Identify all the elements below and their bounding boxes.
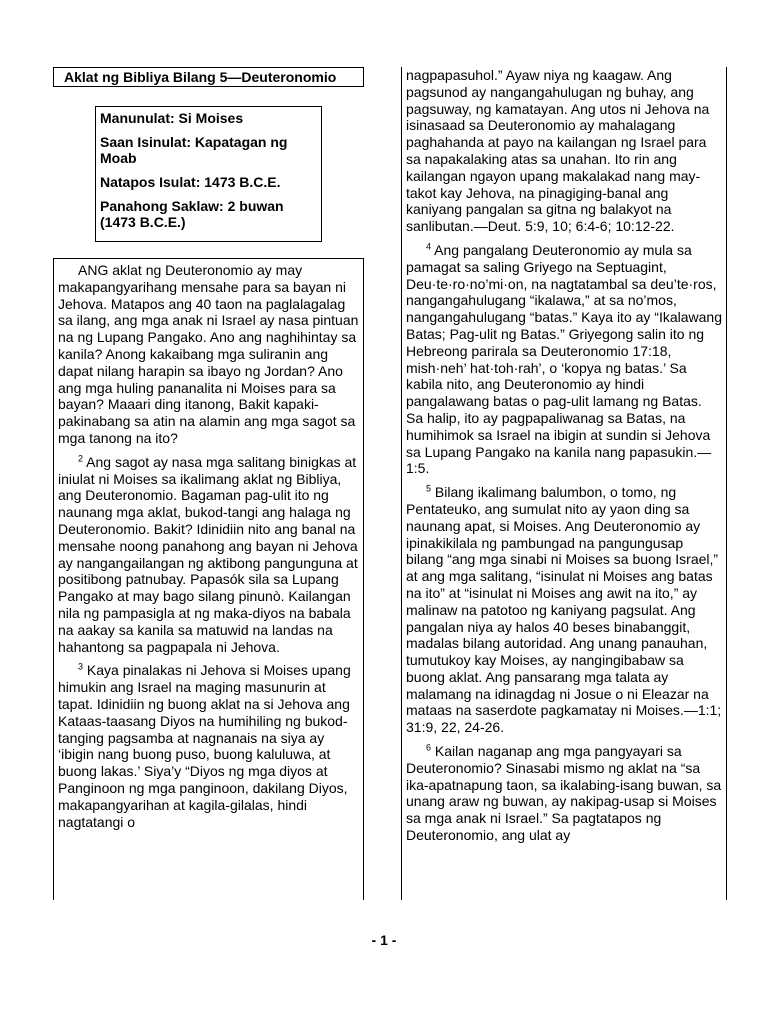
info-writer: Manunulat: Si Moises: [100, 110, 244, 126]
paragraph-3-continued: [406, 67, 722, 235]
right-column: [401, 67, 727, 900]
info-period: Panahong Saklaw: 2 buwan (1473 B.C.E.): [100, 198, 284, 230]
paragraph-number: 2: [78, 453, 84, 464]
paragraph-text: Bilang ikalimang balumbon, o tomo, ng Pentateuko, ang sumulat nito ay yaon ding sa naunang apat, si Moises. Ang Deuteronomio ay ipinakikilala ng pambungad na pangungusap bilang “ang mga sinabi ni Moises sa buong Israel,” at ang mga salitang, “isinulat ni Moises ang batas na ito” at “isinulat ni Moises ang awit na ito,” ay malinaw na patotoo ng kaniyang pagsulat. Ang pangalan niya ay halos 40 beses binabanggit, madalas bilang autoridad. Ang unang panauhan, tumutukoy kay Moises, ay nangingibabaw sa buong aklat. Ang pansarang mga talata ay malamang na idinagdag ni Josue o ni Eleazar na mataas na saserdote pagkamatay ni Moises.—1:1; 31:9, 22, 24-26.: [406, 484, 722, 736]
paragraph-text: nagpapasuhol.” Ayaw niya ng kaagaw. Ang pagsunod ay nangangahulugan ng buhay, ang pagsuway, ng kamatayan. Ang utos ni Jehova na isinasaad sa Deuteronomio ay mahalagang paghahanda at payo na kailangan ng Israel para sa napakalaking atas sa unahan. Ito rin ang kailangan ngayon upang makalakad nang may-takot kay Jehova, na pinagiging-banal ang kaniyang pangalan sa gitna ng balakyot na sanlibutan.—Deut. 5:9, 10; 6:4-6; 10:12-22.: [406, 67, 710, 235]
paragraph-3: [58, 662, 359, 830]
paragraph-number: 5: [426, 483, 432, 494]
paragraph-4: [406, 242, 722, 477]
paragraph-text: Kaya pinalakas ni Jehova si Moises upang himukin ang Israel na maging masunurin at tapat. Idinidiin ng buong aklat na si Jehova ang Kataas-taasang Diyos na humihiling ng bukod-tanging pagsamba at nagnanais na siya ay ‘ibigin nang buong puso, buong kaluluwa, at buong lakas.’ Siya’y “Diyos ng mga diyos at Panginoon ng mga panginoon, dakilang Diyos, makapangyarihan at kagila-gilalas, hindi nagtatangi o: [58, 662, 351, 830]
book-info-box: [95, 106, 322, 242]
paragraph-number: 4: [426, 241, 432, 252]
paragraph-6: [406, 743, 722, 844]
paragraph-text: Kailan naganap ang mga pangyayari sa Deuteronomio? Sinasabi mismo ng aklat na “sa ika-apatnapung taon, sa ikalabing-isang buwan, sa unang araw ng buwan, ay nakipag-usap si Moises sa mga anak ni Israel.” Sa pagtatapos ng Deuteronomio, ang ulat ay: [406, 743, 722, 844]
paragraph-1: [58, 262, 359, 447]
info-place: Saan Isinulat: Kapatagan ng Moab: [100, 134, 288, 166]
page-number: - 1 -: [371, 932, 397, 948]
paragraph-number: 6: [426, 742, 432, 753]
paragraph-5: [406, 484, 722, 736]
book-title: Aklat ng Bibliya Bilang 5—Deuteronomio: [53, 67, 364, 87]
paragraph-text: Ang pangalang Deuteronomio ay mula sa pamagat sa saling Griyego na Septuagint, Deu·te·ro·no’mi·on, na nagtatambal sa deu’te·ros, nangangahulugang “ikalawa,” at sa no’mos, nangangahulugang “batas.” Kaya ito ay “Ikalawang Batas; Pag-ulit ng Batas.” Griyegong salin ito ng Hebreong parirala sa Deuteronomio 17:18, mish·neh’ hat·toh·rah’, o ‘kopya ng batas.’ Sa kabila nito, ang Deuteronomio ay hindi pangalawang batas o pag-ulit lamang ng Batas. Sa halip, ito ay pagpapaliwanag sa Batas, na humihimok sa Israel na ibigin at sundin si Jehova sa Lupang Pangako na kanila nang papasukin.—1:5.: [406, 241, 722, 477]
paragraph-text: ANG aklat ng Deuteronomio ay may makapangyarihang mensahe para sa bayan ni Jehova. Matapos ang 40 taon na paglalagalag sa ilang, ang mga anak ni Israel ay nasa pintuan na ng Lupang Pangako. Ano ang naghihintay sa kanila? Anong kakaibang mga suliranin ang dapat nilang harapin sa ibayo ng Jordan? Ano ang mga huling pananalita ni Moises para sa bayan? Maaari ding itanong, Bakit kapaki-pakinabang sa atin na alamin ang mga sagot sa mga tanong na ito?: [58, 262, 359, 446]
paragraph-2: [58, 454, 359, 656]
info-completed: Natapos Isulat: 1473 B.C.E.: [100, 174, 281, 190]
paragraph-number: 3: [78, 661, 84, 672]
paragraph-text: Ang sagot ay nasa mga salitang binigkas at iniulat ni Moises sa ikalimang aklat ng Bibliya, ang Deuteronomio. Bagaman pag-ulit ito ng naunang mga aklat, bukod-tangi ang halaga ng Deuteronomio. Bakit? Idinidiin nito ang banal na mensahe noong panahong ang bayan ni Jehova ay nangangailangan ng aktibong pangunguna at positibong patnubay. Papasók sila sa Lupang Pangako at may bago silang pinunò. Kailangan nila ng pampasigla at ng maka-diyos na babala na aakay sa kanila sa matuwid na landas na hahantong sa pagpapala ni Jehova.: [58, 453, 358, 655]
left-column: [53, 258, 364, 900]
